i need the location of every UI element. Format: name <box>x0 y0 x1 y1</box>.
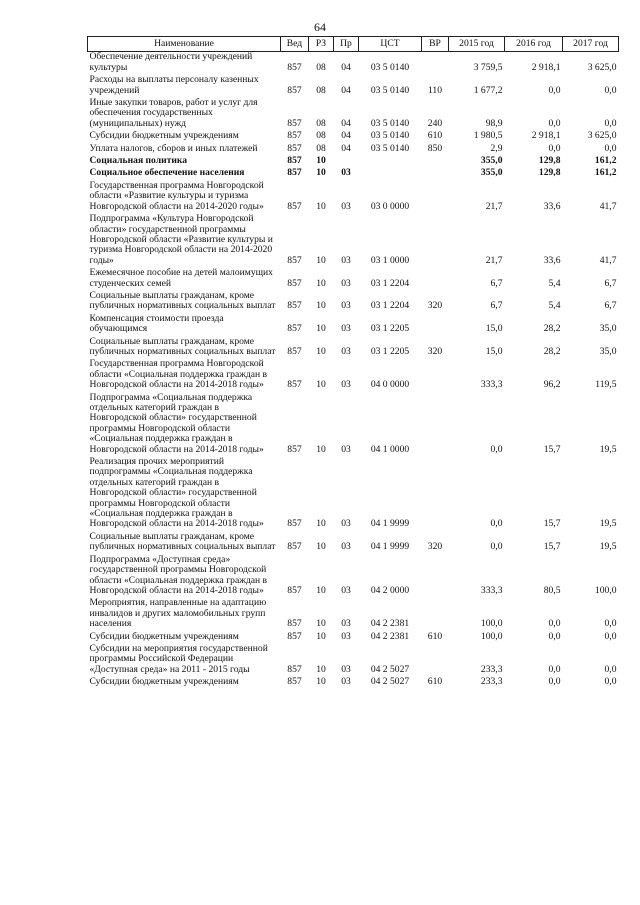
cell-pr: 03 <box>341 277 351 289</box>
cell-2015: 15,0 <box>485 323 503 335</box>
cell-rz: 10 <box>316 663 326 675</box>
table-row <box>88 181 619 214</box>
cell-name: Ежемесячное пособие на детей малоимущих студенческих семей <box>89 267 273 289</box>
cell-2015: 233,3 <box>480 676 503 688</box>
cell-2015: 100,0 <box>480 630 503 642</box>
cell-cst: 03 1 2205 <box>370 323 410 335</box>
cell-vr: 320 <box>427 300 443 312</box>
cell-ved: 857 <box>287 541 302 553</box>
cell-rz: 08 <box>316 84 326 96</box>
cell-ved: 857 <box>287 200 302 212</box>
cell-2017: 35,0 <box>599 323 617 335</box>
cell-pr: 03 <box>341 167 351 179</box>
cell-name: Социальные выплаты гражданам, кроме публичных нормативных социальных выплат <box>89 530 276 553</box>
table-row <box>88 214 619 268</box>
cell-ved: 857 <box>287 584 302 596</box>
cell-pr: 03 <box>341 254 351 266</box>
cell-ved: 857 <box>287 300 302 312</box>
cell-rz: 10 <box>316 443 326 455</box>
cell-pr: 04 <box>341 117 351 129</box>
header-name: Наименование <box>88 37 281 52</box>
cell-pr: 03 <box>341 630 351 642</box>
cell-vr <box>422 52 449 75</box>
cell-2016: 15,7 <box>543 443 561 455</box>
cell-2017: 19,5 <box>599 518 617 530</box>
cell-pr: 03 <box>341 618 351 630</box>
cell-name: Субсидии бюджетным учреждениям <box>89 130 239 142</box>
table-row <box>88 337 619 360</box>
cell-vr <box>422 457 449 532</box>
cell-vr <box>422 393 449 457</box>
cell-vr <box>422 314 449 337</box>
cell-2017: 161,2 <box>594 155 617 167</box>
cell-2016: 0,0 <box>548 618 561 630</box>
cell-2017: 0,0 <box>604 618 617 630</box>
cell-cst: 04 2 2381 <box>370 618 410 630</box>
cell-2017: 3 625,0 <box>587 130 617 142</box>
cell-2015: 355,0 <box>480 167 503 179</box>
cell-vr <box>422 555 449 599</box>
cell-pr: 03 <box>341 541 351 553</box>
table-row <box>88 359 619 392</box>
cell-name: Мероприятия, направленные на адаптацию инвалидов и других маломобильных групп населения <box>89 597 267 630</box>
cell-ved: 857 <box>287 142 302 154</box>
table-row <box>88 75 619 98</box>
cell-name: Субсидии бюджетным учреждениям <box>89 630 239 642</box>
cell-rz: 10 <box>316 345 326 357</box>
cell-2015: 15,0 <box>485 345 503 357</box>
cell-ved: 857 <box>287 379 302 391</box>
table-row <box>88 677 619 689</box>
cell-2016: 28,2 <box>543 345 561 357</box>
cell-pr: 04 <box>341 61 351 73</box>
cell-rz: 08 <box>316 61 326 73</box>
header-vr: ВР <box>422 37 449 52</box>
cell-vr: 320 <box>427 541 443 553</box>
cell-ved: 857 <box>287 630 302 642</box>
cell-cst: 04 1 9999 <box>370 541 410 553</box>
cell-name: Подпрограмма «Доступная среда» государственной программы Новгородской области «Социальная поддержка граждан в Новгородской области на 2014-2018 годы» <box>89 553 268 596</box>
cell-cst: 04 1 0000 <box>370 443 410 455</box>
table-row <box>88 168 619 180</box>
cell-vr <box>422 214 449 268</box>
cell-2015: 233,3 <box>480 663 503 675</box>
cell-2016: 0,0 <box>548 142 561 154</box>
cell-cst: 04 2 2381 <box>370 630 410 642</box>
table-row <box>88 555 619 599</box>
cell-name: Подпрограмма «Социальная поддержка отдельных категорий граждан в Новгородской области» государственной программы Новгородской области «Социальная поддержка граждан в Новгородской области на 2014-2018 годы» <box>89 391 264 455</box>
cell-vr <box>422 181 449 214</box>
cell-ved: 857 <box>287 518 302 530</box>
cell-2015: 21,7 <box>485 200 503 212</box>
cell-ved: 857 <box>287 618 302 630</box>
cell-name: Иные закупки товаров, работ и услуг для обеспечения государственных (муниципальных) нужд <box>89 97 258 129</box>
cell-vr <box>422 644 449 677</box>
cell-ved: 857 <box>287 345 302 357</box>
cell-ved: 857 <box>287 84 302 96</box>
cell-2017: 119,5 <box>595 379 617 391</box>
cell-2015: 100,0 <box>480 618 503 630</box>
cell-cst: 04 1 9999 <box>370 518 410 530</box>
cell-name: Обеспечение деятельности учреждений культуры <box>89 51 253 73</box>
cell-cst: 03 5 0140 <box>370 117 410 129</box>
header-pr: Пр <box>334 37 359 52</box>
cell-2015: 355,0 <box>480 155 503 167</box>
cell-2017: 0,0 <box>604 142 617 154</box>
cell-ved: 857 <box>287 117 302 129</box>
table-row <box>88 52 619 75</box>
cell-rz: 08 <box>316 130 326 142</box>
cell-ved: 857 <box>287 443 302 455</box>
cell-2015: 2,9 <box>490 142 503 154</box>
cell-ved: 857 <box>287 155 302 167</box>
header-2016: 2016 год <box>505 37 563 52</box>
cell-pr: 04 <box>341 142 351 154</box>
cell-2016: 2 918,1 <box>531 130 561 142</box>
cell-2017: 6,7 <box>604 277 617 289</box>
cell-pr: 03 <box>341 323 351 335</box>
cell-vr <box>422 598 449 631</box>
cell-name: Социальная политика <box>89 155 188 167</box>
cell-2016: 5,4 <box>548 300 561 312</box>
cell-rz: 10 <box>316 300 326 312</box>
cell-cst <box>359 168 422 180</box>
cell-cst: 03 1 2204 <box>370 277 410 289</box>
cell-rz: 10 <box>316 379 326 391</box>
cell-2015: 333,3 <box>480 379 503 391</box>
cell-ved: 857 <box>287 676 302 688</box>
cell-cst: 04 2 0000 <box>370 584 410 596</box>
cell-rz: 10 <box>316 518 326 530</box>
cell-name: Компенсация стоимости проезда обучающимся <box>89 312 224 335</box>
cell-2017: 161,2 <box>594 167 617 179</box>
table-body <box>88 52 619 690</box>
cell-pr: 04 <box>341 84 351 96</box>
cell-2017: 0,0 <box>604 663 617 675</box>
header-ved: Вед <box>281 37 309 52</box>
cell-2017: 0,0 <box>604 117 617 129</box>
cell-pr: 03 <box>341 663 351 675</box>
table-row <box>88 291 619 314</box>
cell-vr: 320 <box>427 345 443 357</box>
cell-2016: 2 918,1 <box>531 61 561 73</box>
cell-ved: 857 <box>287 254 302 266</box>
cell-vr: 610 <box>427 130 443 142</box>
cell-vr: 610 <box>427 676 443 688</box>
cell-rz: 10 <box>316 323 326 335</box>
cell-pr: 03 <box>341 443 351 455</box>
cell-vr: 110 <box>427 84 443 96</box>
cell-ved: 857 <box>287 61 302 73</box>
cell-cst: 03 5 0140 <box>370 130 410 142</box>
cell-name: Реализация прочих мероприятий подпрограммы «Социальная поддержка отдельных категорий граждан в Новгородской области» государственной программы Новгородской области «Социальная поддержка граждан в Новгородской области на 2014-2018 годы» <box>89 456 264 530</box>
table-header-row <box>88 37 619 52</box>
cell-rz: 10 <box>316 676 326 688</box>
cell-name: Субсидии на мероприятия государственной программы Российской Федерации «Доступная среда» на 2011 - 2015 годы <box>89 642 268 675</box>
cell-2015: 6,7 <box>490 277 503 289</box>
cell-rz: 10 <box>316 618 326 630</box>
cell-name: Подпрограмма «Культура Новгородской области» государственной программы Новгородской области «Развитие культуры и туризма Новгородской области на 2014-2020 годы» <box>89 213 273 266</box>
cell-pr: 03 <box>341 300 351 312</box>
cell-rz: 08 <box>316 142 326 154</box>
cell-rz: 10 <box>316 155 326 167</box>
cell-2017: 41,7 <box>599 200 617 212</box>
cell-2017: 6,7 <box>604 300 617 312</box>
cell-2016: 5,4 <box>548 277 561 289</box>
cell-rz: 10 <box>316 167 326 179</box>
cell-2016: 80,5 <box>543 584 561 596</box>
cell-pr: 03 <box>341 379 351 391</box>
table-row <box>88 457 619 532</box>
cell-2016: 33,6 <box>543 200 561 212</box>
cell-ved: 857 <box>287 323 302 335</box>
cell-name: Государственная программа Новгородской области «Социальная поддержка граждан в Новгородской области на 2014-2018 годы» <box>89 358 268 391</box>
cell-name: Субсидии бюджетным учреждениям <box>89 676 239 688</box>
page-number: 64 <box>314 20 326 34</box>
table-row <box>88 532 619 555</box>
cell-2016: 28,2 <box>543 323 561 335</box>
cell-cst: 03 1 2204 <box>370 300 410 312</box>
cell-2016: 33,6 <box>543 254 561 266</box>
cell-2015: 1 980,5 <box>473 130 503 142</box>
cell-vr <box>422 156 449 168</box>
cell-vr <box>422 168 449 180</box>
cell-vr: 240 <box>427 117 443 129</box>
cell-cst: 03 5 0140 <box>370 142 410 154</box>
cell-2015: 6,7 <box>490 300 503 312</box>
cell-cst: 03 0 0000 <box>370 200 410 212</box>
cell-rz: 08 <box>316 117 326 129</box>
cell-cst <box>359 156 422 168</box>
cell-2016: 0,0 <box>548 676 561 688</box>
budget-table <box>87 36 619 690</box>
cell-2016: 15,7 <box>543 518 561 530</box>
cell-cst: 04 0 0000 <box>370 379 410 391</box>
header-2015: 2015 год <box>449 37 505 52</box>
cell-vr: 610 <box>427 630 443 642</box>
cell-2016: 129,8 <box>538 167 561 179</box>
cell-2017: 35,0 <box>599 345 617 357</box>
cell-2015: 0,0 <box>490 518 503 530</box>
table-row <box>88 131 619 143</box>
cell-pr: 04 <box>341 130 351 142</box>
cell-ved: 857 <box>287 167 302 179</box>
cell-rz: 10 <box>316 200 326 212</box>
cell-name: Государственная программа Новгородской области «Развитие культуры и туризма Новгородской области на 2014-2020 годы» <box>89 179 264 212</box>
header-2017: 2017 год <box>563 37 619 52</box>
cell-2016: 0,0 <box>548 630 561 642</box>
cell-2015: 3 759,5 <box>473 61 503 73</box>
cell-2015: 0,0 <box>490 443 503 455</box>
cell-2016: 0,0 <box>548 663 561 675</box>
table-row <box>88 393 619 457</box>
cell-pr: 03 <box>341 584 351 596</box>
cell-rz: 10 <box>316 254 326 266</box>
cell-pr: 03 <box>341 518 351 530</box>
cell-ved: 857 <box>287 663 302 675</box>
table-row <box>88 598 619 631</box>
cell-2017: 100,0 <box>594 584 617 596</box>
cell-vr <box>422 268 449 291</box>
cell-name: Социальное обеспечение населения <box>89 167 245 179</box>
cell-2017: 19,5 <box>599 541 617 553</box>
cell-2015: 1 677,2 <box>473 84 503 96</box>
cell-cst: 03 1 0000 <box>370 254 410 266</box>
cell-ved: 857 <box>287 277 302 289</box>
cell-rz: 10 <box>316 277 326 289</box>
cell-name: Расходы на выплаты персоналу казенных учреждений <box>89 74 259 96</box>
cell-2017: 0,0 <box>604 676 617 688</box>
table-row <box>88 644 619 677</box>
cell-2017: 0,0 <box>604 630 617 642</box>
cell-cst: 04 2 5027 <box>370 676 410 688</box>
cell-pr: 03 <box>341 676 351 688</box>
cell-cst: 03 1 2205 <box>370 345 410 357</box>
cell-pr: 03 <box>341 345 351 357</box>
cell-2016: 0,0 <box>548 84 561 96</box>
cell-ved: 857 <box>287 130 302 142</box>
cell-name: Социальные выплаты гражданам, кроме публичных нормативных социальных выплат <box>89 289 276 312</box>
cell-name: Социальные выплаты гражданам, кроме публичных нормативных социальных выплат <box>89 335 276 357</box>
cell-2016: 96,2 <box>543 379 561 391</box>
cell-pr: 03 <box>341 200 351 212</box>
cell-2017: 3 625,0 <box>587 61 617 73</box>
cell-2016: 15,7 <box>543 541 561 553</box>
cell-2017: 19,5 <box>599 443 617 455</box>
cell-vr <box>422 359 449 392</box>
table-row <box>88 268 619 291</box>
cell-vr: 850 <box>427 142 443 154</box>
cell-2016: 0,0 <box>548 117 561 129</box>
cell-cst: 03 5 0140 <box>370 84 410 96</box>
cell-rz: 10 <box>316 541 326 553</box>
cell-name: Уплата налогов, сборов и иных платежей <box>89 142 258 154</box>
cell-2015: 21,7 <box>485 254 503 266</box>
cell-2017: 41,7 <box>599 254 617 266</box>
cell-2017: 0,0 <box>604 84 617 96</box>
table-row <box>88 98 619 131</box>
cell-2015: 0,0 <box>490 541 503 553</box>
cell-cst: 04 2 5027 <box>370 663 410 675</box>
cell-2015: 333,3 <box>480 584 503 596</box>
cell-rz: 10 <box>316 630 326 642</box>
header-rz: РЗ <box>309 37 334 52</box>
cell-rz: 10 <box>316 584 326 596</box>
cell-cst: 03 5 0140 <box>370 61 410 73</box>
cell-2016: 129,8 <box>538 155 561 167</box>
table-row <box>88 314 619 337</box>
cell-2015: 98,9 <box>485 117 503 129</box>
header-cst: ЦСТ <box>359 37 422 52</box>
